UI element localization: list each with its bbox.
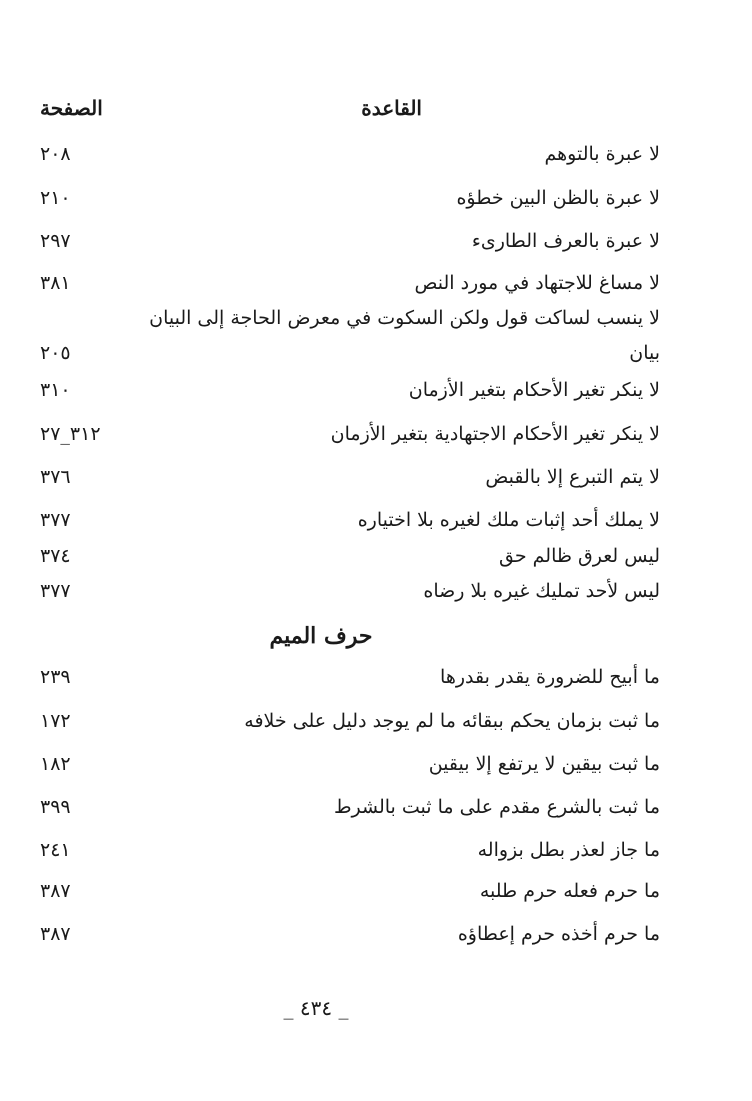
rule-text: لا ينكر تغير الأحكام الاجتهادية بتغير الأزمان (330, 423, 660, 445)
rule-text: لا يملك أحد إثبات ملك لغيره بلا اختياره (357, 509, 660, 531)
page-number-text: _ ٤٣٤ _ (283, 996, 349, 1020)
index-entry (40, 914, 660, 954)
page-ref: ٣٧٧ (40, 580, 71, 602)
page-ref: ٣٩٩ (40, 796, 71, 818)
page-ref: ٢٠٥ (40, 342, 71, 364)
page-ref: ٣٨١ (40, 272, 71, 294)
rule-text: لا مساغ للاجتهاد في مورد النص (414, 272, 660, 294)
page-ref: ١٧٢ (40, 710, 71, 732)
rule-text: لا عبرة بالتوهم (544, 143, 660, 165)
rule-text: لا عبرة بالعرف الطارىء (471, 230, 660, 252)
rule-text: ما جاز لعذر بطل بزواله (477, 839, 660, 861)
section-title-text: حرف الميم (269, 623, 373, 649)
rule-text: لا ينكر تغير الأحكام بتغير الأزمان (408, 379, 660, 401)
rule-text: ما ثبت بالشرع مقدم على ما ثبت بالشرط (333, 796, 660, 818)
index-entry (40, 298, 660, 338)
page-number (0, 988, 752, 1028)
page-ref: ٣١٢_٢٧ (40, 423, 101, 445)
rule-text: ما ثبت بيقين لا يرتفع إلا بيقين (428, 753, 660, 775)
index-entry (40, 263, 660, 303)
section-title (0, 616, 752, 656)
index-entry (40, 701, 660, 741)
page-ref: ٣١٠ (40, 379, 71, 401)
index-entry-continued (40, 333, 660, 373)
page-ref: ٢٣٩ (40, 666, 71, 688)
rule-text: ما حرم أخذه حرم إعطاؤه (457, 923, 660, 945)
index-entry (40, 871, 660, 911)
rule-text: ليس لأحد تمليك غيره بلا رضاه (423, 580, 660, 602)
rule-text: ما ثبت بزمان يحكم ببقائه ما لم يوجد دليل على خلافه (244, 710, 660, 732)
index-entry (40, 178, 660, 218)
page-ref: ٢٤١ (40, 839, 71, 861)
index-entry (40, 221, 660, 261)
page-ref: ٣٧٤ (40, 545, 71, 567)
index-entry (40, 457, 660, 497)
page-ref: ٣٨٧ (40, 923, 71, 945)
rule-text: ما حرم فعله حرم طلبه (479, 880, 660, 902)
rule-text-continued: بيان (629, 342, 660, 364)
rule-text: لا يتم التبرع إلا بالقبض (485, 466, 660, 488)
rule-text: لا ينسب لساكت قول ولكن السكوت في معرض الحاجة إلى البيان (149, 307, 660, 329)
rule-text: لا عبرة بالظن البين خطؤه (456, 187, 660, 209)
page-ref: ٢١٠ (40, 187, 71, 209)
index-entry (40, 657, 660, 697)
index-entry (40, 787, 660, 827)
rule-column-header: القاعدة (361, 96, 422, 120)
page-ref: ٢٩٧ (40, 230, 71, 252)
index-entry (40, 744, 660, 784)
page-column-header: الصفحة (40, 96, 103, 120)
index-entry (40, 500, 660, 540)
index-entry (40, 571, 660, 611)
index-entry (40, 536, 660, 576)
index-entry (40, 370, 660, 410)
page-ref: ٣٧٧ (40, 509, 71, 531)
rule-text: ما أبيح للضرورة يقدر بقدرها (440, 666, 660, 688)
index-entry (40, 414, 660, 454)
rule-text: ليس لعرق ظالم حق (499, 545, 660, 567)
page-ref: ١٨٢ (40, 753, 71, 775)
page-ref: ٢٠٨ (40, 143, 71, 165)
index-entry (40, 134, 660, 174)
page-ref: ٣٨٧ (40, 880, 71, 902)
page-ref: ٣٧٦ (40, 466, 71, 488)
column-header-row (40, 88, 660, 128)
index-entry (40, 830, 660, 870)
